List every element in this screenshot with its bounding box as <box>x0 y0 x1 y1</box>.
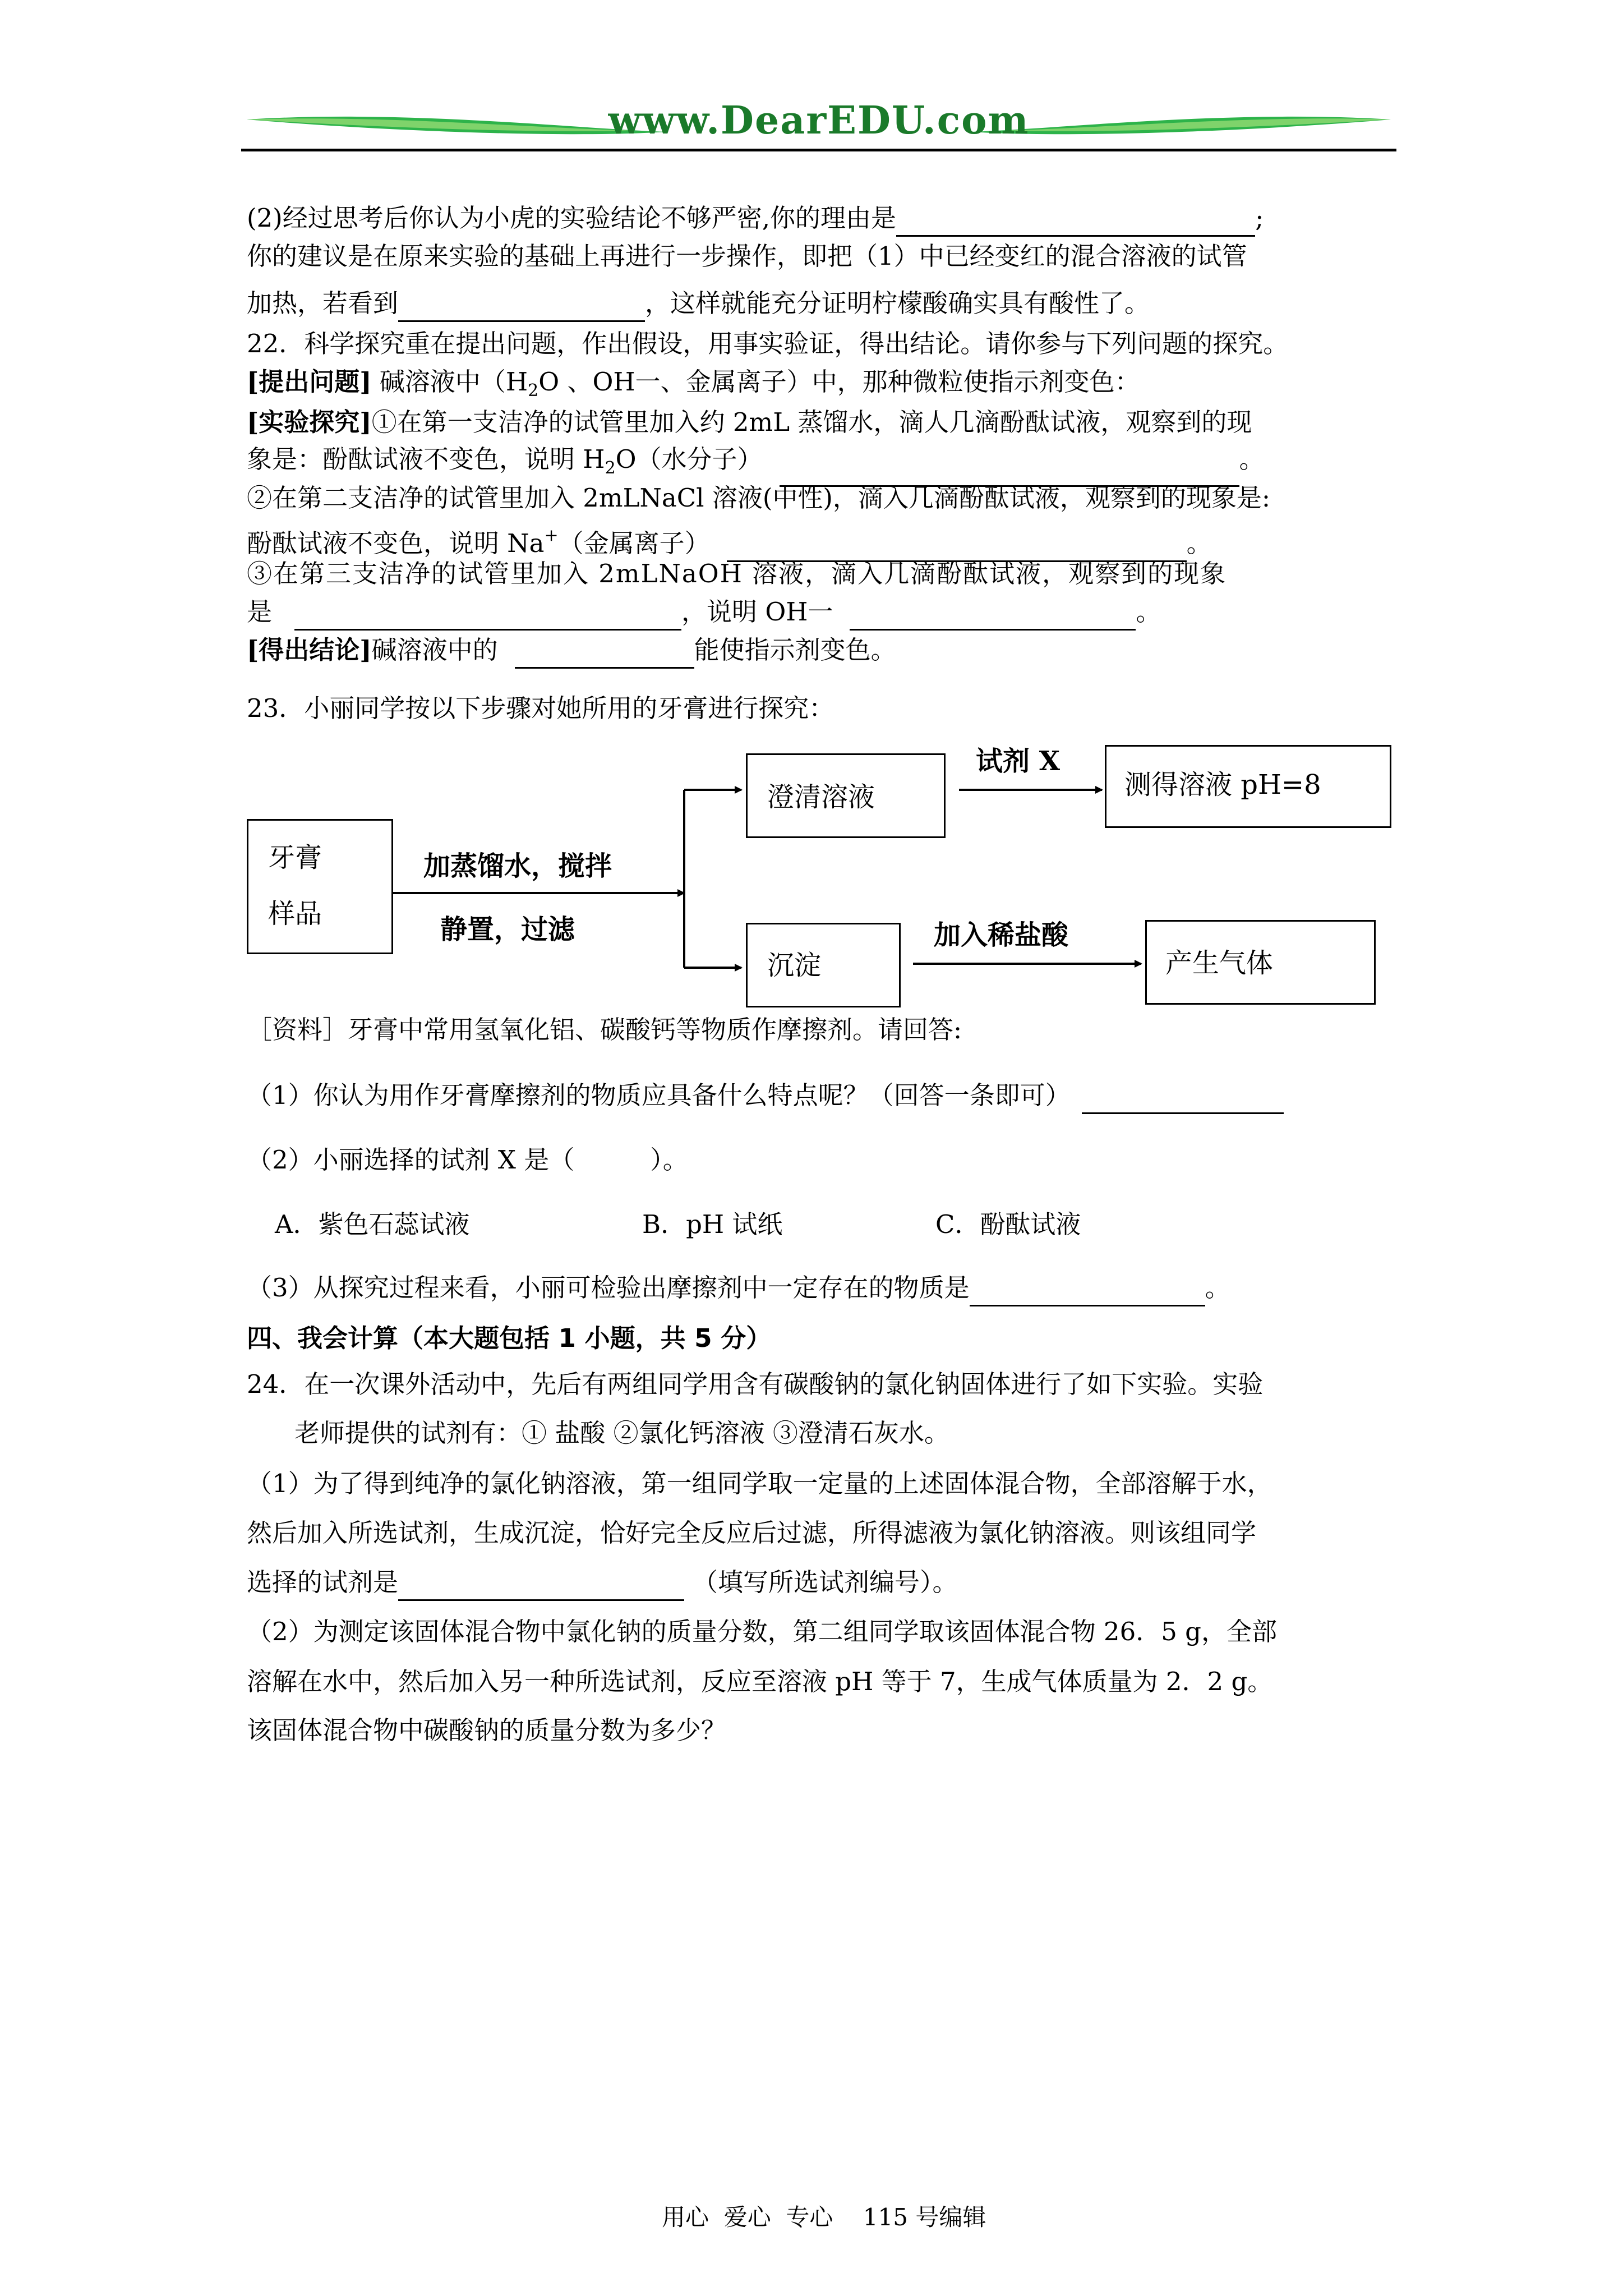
q23-intro: 23．小丽同学按以下步骤对她所用的牙膏进行探究： <box>247 693 834 723</box>
q22-blank-phenomenon[interactable] <box>294 601 681 631</box>
q24-p1-line1: （1）为了得到纯净的氯化钠溶液，第一组同学取一定量的上述固体混合物，全部溶解于水， <box>247 1469 1272 1498</box>
q22-experiment-line2: 象是：酚酞试液不变色，说明 $H_2O$（水分子） 。 <box>247 441 1265 487</box>
q22-conclusion: [得出结论]碱溶液中的 能使指示剂变色。 <box>247 632 896 669</box>
q23-sub3: （3）从探究过程来看，小丽可检验出摩擦剂中一定存在的物质是 。 <box>247 1269 1230 1306</box>
footer-text: 用心 爱心 专心 115 号编辑 <box>662 2203 986 2231</box>
gas-result-label: 产生气体 <box>1165 947 1274 979</box>
q23-material: ［资料］牙膏中常用氢氧化铝、碳酸钙等物质作摩擦剂。请回答: <box>247 1015 962 1045</box>
q22-question: [提出问题] 碱溶液中（$H_2O$ 、OH一、金属离子）中，那种微粒使指示剂变色： <box>247 367 1140 401</box>
q24-p2-line1: （2）为测定该固体混合物中氯化钠的质量分数，第二组同学取该固体混合物 26．5 g，全部 <box>247 1617 1277 1646</box>
sample-label-line2: 样品 <box>268 898 322 930</box>
q21-line1: (2)经过思考后你认为小虎的实验结论不够严密,你的理由是 ; <box>247 200 1264 237</box>
q21-line3: 加热，若看到 ，这样就能充分证明柠檬酸确实具有酸性了。 <box>247 285 1150 322</box>
q22-experiment-line1: [实验探究]①在第一支洁净的试管里加入约 2mL 蒸馏水，滴人几滴酚酞试液，观察到的现 <box>247 407 1252 437</box>
q22-intro: 22．科学探究重在提出问题，作出假设，用事实验证，得出结论。请你参与下列问题的探究。 <box>247 329 1289 358</box>
arrow-label-filter: 静置，过滤 <box>440 914 575 945</box>
q21-blank-observe[interactable] <box>398 292 645 322</box>
q24-intro1: 24．在一次课外活动中，先后有两组同学用含有碳酸钠的氯化钠固体进行了如下实验。实验 <box>247 1369 1264 1399</box>
arrow-label-reagent-x: 试剂 X <box>976 746 1060 777</box>
q21-line2: 你的建议是在原来实验的基础上再进行一步操作，即把（1）中已经变红的混合溶液的试管 <box>247 241 1247 271</box>
q23-sub1: （1）你认为用作牙膏摩擦剂的物质应具备什么特点呢？（回答一条即可） <box>247 1077 1284 1114</box>
q22-step2-line2: 酚酞试液不变色，说明 Na+（金属离子） 。 <box>247 517 1212 562</box>
q24-p2-line2: 溶解在水中，然后加入另一种所选试剂，反应至溶液 pH 等于 7，生成气体质量为 2．2 g。 <box>247 1667 1273 1696</box>
q24-p2-line3: 该固体混合物中碳酸钠的质量分数为多少？ <box>247 1715 727 1745</box>
q22-blank-particle[interactable] <box>515 639 694 669</box>
precipitate-label: 沉淀 <box>767 950 822 981</box>
q24-p1-line2: 然后加入所选试剂，生成沉淀，恰好完全反应后过滤，所得滤液为氯化钠溶液。则该组同学 <box>247 1518 1257 1548</box>
clear-solution-label: 澄清溶液 <box>767 781 875 813</box>
option-c[interactable]: C．酚酞试液 <box>935 1209 1081 1239</box>
q23-sub2: （2）小丽选择的试剂 X 是（ ）。 <box>247 1145 688 1175</box>
q22-blank-hydroxide[interactable] <box>850 601 1136 631</box>
q24-p1-line3: 选择的试剂是 （填写所选试剂编号）。 <box>247 1564 958 1601</box>
q22-step3-line2: 是 ，说明 OH一 。 <box>247 593 1161 631</box>
arrow-label-add-water: 加蒸馏水，搅拌 <box>423 850 612 882</box>
sample-label-line1: 牙膏 <box>268 842 322 873</box>
ph-result-label: 测得溶液 pH=8 <box>1124 769 1321 800</box>
header-logo <box>241 98 1396 160</box>
section4-heading: 四、我会计算（本大题包括 1 小题，共 5 分） <box>247 1323 772 1353</box>
q24-blank-reagent[interactable] <box>398 1571 684 1601</box>
q23-blank-substance[interactable] <box>970 1277 1205 1306</box>
option-b[interactable]: B．pH 试纸 <box>642 1209 783 1239</box>
q22-step2-line1: ②在第二支洁净的试管里加入 2mLNaCl 溶液(中性)，滴入几滴酚酞试液，观察到的现象是: <box>247 483 1271 513</box>
q24-intro2: 老师提供的试剂有：① 盐酸 ②氯化钙溶液 ③澄清石灰水。 <box>294 1418 949 1448</box>
q21-blank-reason[interactable] <box>896 207 1255 237</box>
q23-blank-feature[interactable] <box>1082 1084 1284 1114</box>
option-a[interactable]: A．紫色石蕊试液 <box>275 1209 470 1239</box>
logo-text: www.DearEDU.com <box>608 98 1030 143</box>
q22-step3-line1: ③在第三支洁净的试管里加入 2mLNaOH 溶液，滴入几滴酚酞试液，观察到的现象 <box>247 559 1227 588</box>
arrow-label-add-acid: 加入稀盐酸 <box>934 919 1069 951</box>
